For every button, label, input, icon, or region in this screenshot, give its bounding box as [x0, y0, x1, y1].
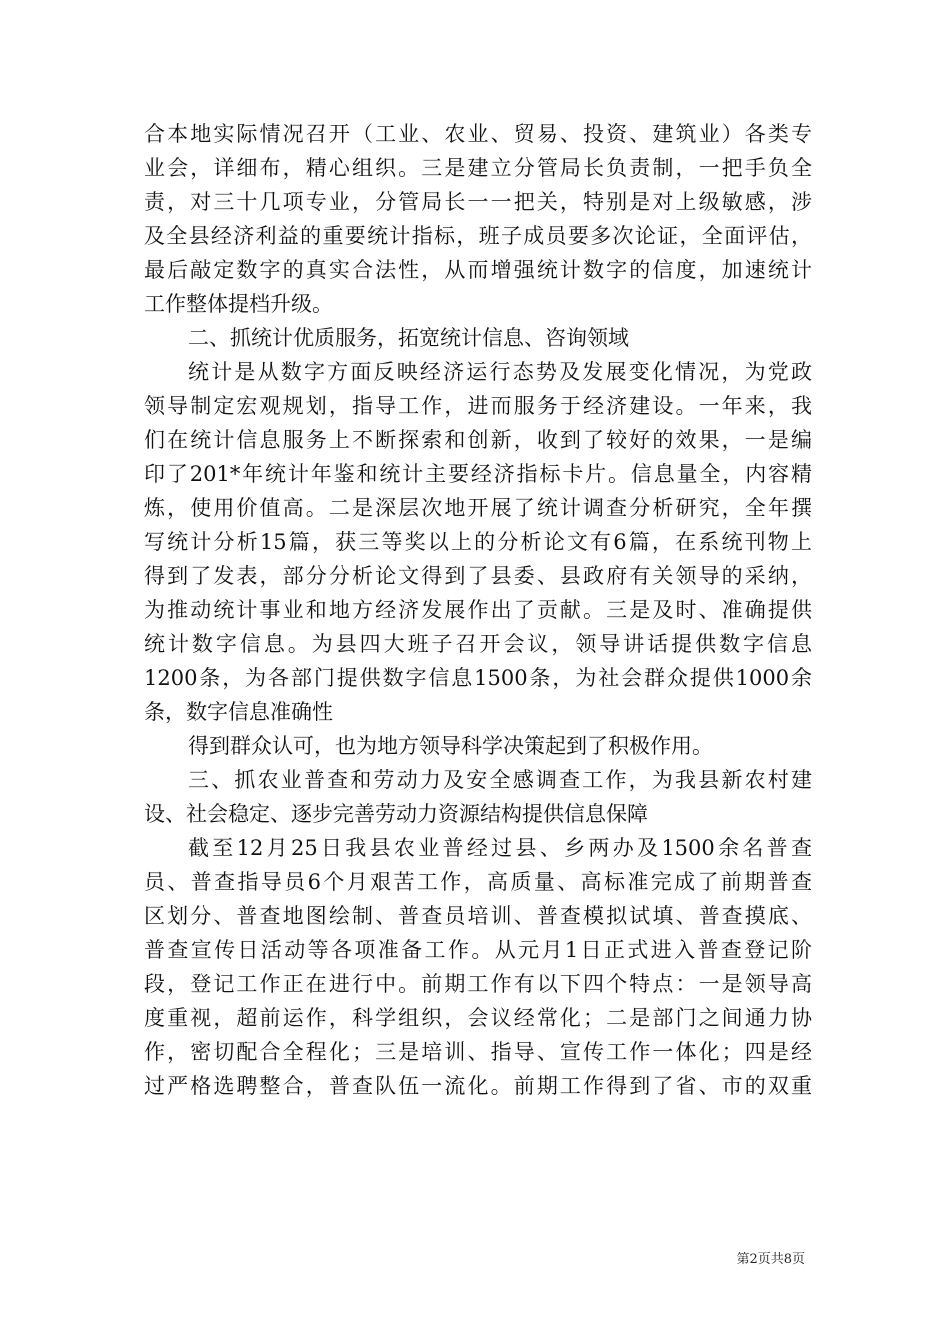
text-line: 作，密切配合全程化；三是培训、指导、宣传工作一体化；四是经 — [144, 1040, 812, 1064]
text-line: 业会，详细布，精心组织。三是建立分管局长负责制，一把手负全 — [144, 156, 812, 180]
text-line: 条，数字信息准确性 — [144, 700, 333, 724]
text-line: 得到了发表，部分分析论文得到了县委、县政府有关领导的采纳， — [144, 564, 812, 588]
text-line: 得到群众认可，也为地方领导科学决策起到了积极作用。 — [188, 734, 713, 758]
text-line: 工作整体提档升级。 — [144, 292, 333, 316]
section-heading: 二、抓统计优质服务，拓宽统计信息、咨询领域 — [188, 326, 629, 350]
text-line: 员、普查指导员6个月艰苦工作，高质量、高标准完成了前期普查 — [144, 870, 812, 894]
text-line: 印了201*年统计年鉴和统计主要经济指标卡片。信息量全，内容精 — [144, 462, 812, 486]
text-line: 统计是从数字方面反映经济运行态势及发展变化情况，为党政 — [188, 360, 812, 384]
text-line: 及全县经济利益的重要统计指标，班子成员要多次论证，全面评估， — [144, 224, 812, 248]
section-heading: 三、抓农业普查和劳动力及安全感调查工作，为我县新农村建 — [188, 768, 812, 792]
text-line: 领导制定宏观规划，指导工作，进而服务于经济建设。一年来，我 — [144, 394, 812, 418]
text-line: 截至12月25日我县农业普经过县、乡两办及1500余名普查 — [188, 836, 812, 860]
text-line: 责，对三十几项专业，分管局长一一把关，特别是对上级敏感，涉 — [144, 190, 812, 214]
text-line: 写统计分析15篇，获三等奖以上的分析论文有6篇，在系统刊物上 — [144, 530, 812, 554]
text-line: 炼，使用价值高。二是深层次地开展了统计调查分析研究，全年撰 — [144, 496, 812, 520]
text-line: 们在统计信息服务上不断探索和创新，收到了较好的效果，一是编 — [144, 428, 812, 452]
text-line: 过严格选聘整合，普查队伍一流化。前期工作得到了省、市的双重 — [144, 1074, 812, 1098]
text-line: 段，登记工作正在进行中。前期工作有以下四个特点：一是领导高 — [144, 972, 812, 996]
text-line: 统计数字信息。为县四大班子召开会议，领导讲话提供数字信息 — [144, 632, 812, 656]
text-line: 1200条，为各部门提供数字信息1500条，为社会群众提供1000余 — [144, 666, 812, 690]
text-line: 最后敲定数字的真实合法性，从而增强统计数字的信度，加速统计 — [144, 258, 812, 282]
text-line: 合本地实际情况召开（工业、农业、贸易、投资、建筑业）各类专 — [144, 122, 812, 146]
text-line: 度重视，超前运作，科学组织，会议经常化；二是部门之间通力协 — [144, 1006, 812, 1030]
body-text — [144, 117, 812, 1103]
text-line: 为推动统计事业和地方经济发展作出了贡献。三是及时、准确提供 — [144, 598, 812, 622]
text-line: 区划分、普查地图绘制、普查员培训、普查模拟试填、普查摸底、 — [144, 904, 812, 928]
page-number: 第2页共8页 — [736, 1252, 805, 1267]
section-heading: 设、社会稳定、逐步完善劳动力资源结构提供信息保障 — [144, 802, 648, 826]
text-line: 普查宣传日活动等各项准备工作。从元月1日正式进入普查登记阶 — [144, 938, 812, 962]
